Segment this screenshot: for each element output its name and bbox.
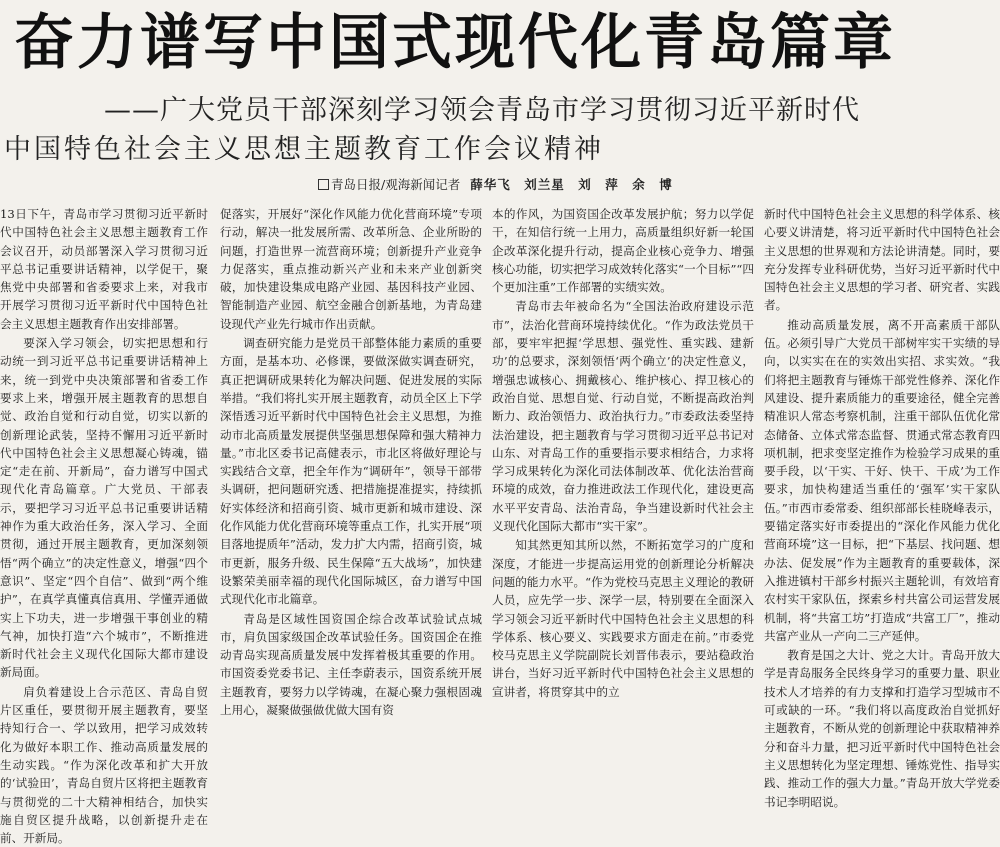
paragraph: 调查研究能力是党员干部整体能力素质的重要方面，是基本功、必修课，要做深做实调查研究，真正把调研成果转化为解决问题、促进发展的实际举措。“我们将扎实开展主题教育，动员全区上下学深悟透习近平新时代中国特色社会主义思想，为推动市北高质量发展提供坚强思想保障和强大精神力量。”市北区委书记高健表示，市北区将做好理论与实践结合文章，把全年作为“调研年”，领导干部带头调研，把问题研究透、把措施提准提实，持续抓好实体经济和招商引资、城市更新和城市建设、深化作风能力优化营商环境等重点工作，扎实开展“项目落地提质年”活动，发力扩大内需，招商引资，城市更新，服务升级、民生保障“五大战场”，加快建设繁荣美丽幸福的现代化国际城区，奋力谱写中国式现代化市北篇章。 [220,336,482,607]
article-column-4 [764,205,1000,809]
paragraph: 肩负着建设上合示范区、青岛自贸片区重任，要贯彻开展主题教育，要坚持知行合一、学以致用，把学习成效转化为做好本职工作、推动高质量发展的生动实践。“作为深化改革和扩大开放的‘试验田’，青岛自贸片区将把主题教育与贯彻党的二十大精神相结合，加快实施自贸区提升战略，以创新提升走在前、开新局。 [0,684,208,846]
article-column-2 [220,205,482,718]
paragraph: 青岛是区域性国资国企综合改革试验试点城市，肩负国家级国企改革试验任务。国资国企在推动青岛实现高质量发展中发挥着极其重要的作用。市国资委党委书记、主任李蔚表示，国资系统开展主题教育，要努力以学铸魂，在凝心聚力强根固魂上用心，凝聚做强做优做大国有资 [220,611,482,718]
paragraph: 青岛市去年被命名为“全国法治政府建设示范市”，法治化营商环境持续优化。“作为政法党员干部，要牢牢把握‘学思想、强党性、重实践、建新功’的总要求，深刻领悟‘两个确立’的决定性意义，增强忠诚核心、拥戴核心、维护核心、捍卫核心的政治自觉、思想自觉、行动自觉，不断提高政治判断力、政治领悟力、政治执行力。”市委政法委坚持法治建设，把主题教育与学习贯彻习近平总书记对山东、对青岛工作的重要指示要求相结合，力求将学习成果转化为深化司法体制改革、优化法治营商环境的成效，奋力推进政法工作现代化，建设更高水平平安青岛、法治青岛，争当建设新时代社会主义现代化国际大都市“实干家”。 [492,299,754,534]
byline [318,177,673,193]
subheadline-line-1: ——广大党员干部深刻学习领会青岛市学习贯彻习近平新时代 [104,95,860,126]
article-column-1 [0,205,208,846]
paragraph: 新时代中国特色社会主义思想的科学体系、核心要义讲清楚，将习近平新时代中国特色社会主义思想的世界观和方法论讲清楚。同时，要充分发挥专业科研优势，当好习近平新时代中国特色社会主义思想的学习者、研究者、实践者。 [764,207,1000,313]
paragraph: 要深入学习领会，切实把思想和行动统一到习近平总书记重要讲话精神上来，统一到党中央决策部署和省委工作要求上来，增强开展主题教育的思想自觉、政治自觉和行动自觉，切实以新的创新理论武装，坚持不懈用习近平新时代中国特色社会主义思想凝心铸魂，锚定“走在前、开新局”，奋力谱写中国式现代化青岛篇章。广大党员、干部表示，要把学习习近平总书记重要讲话精神作为重大政治任务，深入学习、全面贯彻，通过开展主题教育，更加深刻领悟“两个确立”的决定性意义，增强“四个意识”、坚定“四个自信”、做到“两个维护”，在真学真懂真信真用、学懂弄通做实上下功夫，进一步增强干事创业的精气神，加快打造“六个城市”，不断推进新时代社会主义现代化国际大都市建设新局面。 [0,336,208,680]
square-box-icon [318,179,329,190]
paragraph: 知其然更知其所以然，不断拓宽学习的广度和深度，才能进一步提高运用党的创新理论分析解决问题的能力水平。“作为党校马克思主义理论的教研人员，应先学一步、深学一层，特别要在全面深入学习领会习近平新时代中国特色社会主义思想的科学体系、核心要义、实践要求方面走在前。”市委党校马克思主义学院副院长刘晋伟表示，要站稳政治讲台，当好习近平新时代中国特色社会主义思想的宣讲者，将贯穿其中的立 [492,538,754,699]
byline-authors: 薛华飞 刘兰星 刘 萍 余 博 [470,177,673,192]
byline-source: 青岛日报/观海新闻记者 [331,177,461,192]
subheadline-line-2: 中国特色社会主义思想主题教育工作会议精神 [4,134,604,165]
paragraph: 教育是国之大计、党之大计。青岛开放大学是青岛服务全民终身学习的重要力量、职业技术人才培养的有力支撑和打造学习型城市不可或缺的一环。“我们将以高度政治自觉抓好主题教育，不断从党的创新理论中获取精神养分和奋斗力量，把习近平新时代中国特色社会主义思想转化为坚定理想、锤炼党性、指导实践、推动工作的强大力量。”青岛开放大学党委书记李明昭说。 [764,648,1000,809]
paragraph: 13日下午，青岛市学习贯彻习近平新时代中国特色社会主义思想主题教育工作会议召开，动员部署深入学习贯彻习近平总书记重要讲话精神，以学促干，聚焦党中央部署和省委要求上来，对我市开展学习贯彻习近平新时代中国特色社会主义思想主题教育作出安排部署。 [0,207,208,331]
paragraph: 推动高质量发展，离不开高素质干部队伍。必须引导广大党员干部树牢实干实绩的导向，以实实在在的实效出实招、求实效。“我们将把主题教育与锤炼干部党性修养、深化作风建设、提升素质能力的重要途径，健全完善精准识人常态考察机制，注重干部队伍优化常态储备、立体式常态监督、贯通式常态教育四项机制，把求变坚定推作为检验学习成果的重要手段，以‘干实、干好、快干、干成’为工作要求，加快构建适当重任的‘强军’实干家队伍。”市西市委常委、组织部部长桂晓峰表示，要锚定落实好市委提出的“深化作风能力优化营商环境”这一目标，把“下基层、找问题、想办法、促发展”作为主题教育的重要载体，深入推进镇村干部乡村振兴主题轮训，有效培育农村实干家队伍，探索乡村共富公司运营发展机制，将“共富工坊”打造成“共富工厂”，推动共富产业从一产向二三产延伸。 [764,317,1000,643]
paragraph: 促落实，开展好“深化作风能力优化营商环境”专项行动，解决一批发展所需、改革所急、企业所盼的问题，打造世界一流营商环境；创新提升产业竞争力促落实，重点推动新兴产业和未来产业创新突破，加快建设集成电路产业园、基因科技产业园、智能制造产业园、航空金融合创新基地，为青岛建设现代产业先行城市作出贡献。 [220,207,482,331]
article-column-3 [492,205,754,699]
headline: 奋力谱写中国式现代化青岛篇章 [14,8,896,78]
paragraph: 本的作风，为国资国企改革发展护航；努力以学促干，在知信行统一上用力，高质量组织好新一轮国企改革深化提升行动，提高企业核心竞争力、增强核心功能，切实把学习成效转化落实“一个目标”“四个更加注重”工作部署的实绩实效。 [492,207,754,295]
